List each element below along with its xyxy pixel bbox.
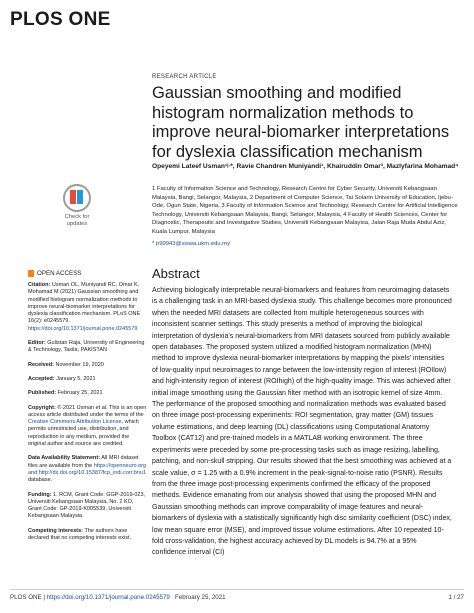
abstract-text: Achieving biologically interpretable neural-biomarkers and features from neuroimaging datasets is a challenging task in an MRI-based dyslexia study. This challenge becomes more pronounced when the needed MRI datasets are collected from multiple heterogeneous sources with inconsistent scanner settings. This study presents a method of improving the biological interpretation of dyslexia's neural-biomarkers from MRI datasets sourced from publicly available open databases. The proposed system utilized a modified histogram normalization (MHN) method to improve dyslexia neural-biomarker interpretations by mapping the pixels' intensities of low-quality input neuroimages to range between the low-intensity region of interest (ROIlow) and high-intensity region of interest (ROIhigh) of the high-quality image. This was achieved after initial image smoothing using the Gaussian filter method with an isotropic kernel of size 4mm. The performance of the proposed smoothing and normalization methods was evaluated based on three image post-processing experiments: ROI segmentation, gray matter (GM) tissues volume estimations, and deep learning (DL) classifications using Computational Anatomy Toolbox (CAT12) and pre-trained models in a MATLAB working environment. The three experiments were preceded by some pre-processing tasks such as image resizing, labelling, patching, and non-skull stripping. Our results showed that the best smoothing was achieved at a scale value, σ = 1.25 with a 0.9% increment in the peak-signal-to-noise ratio (PSNR). Results from the three image post-processing experiments confirmed the efficacy of the proposed methods. Evidence emanating from our analysis showed that using the proposed MHN and Gaussian smoothing methods can improve comparability of image features and neural-biomarkers of dyslexia with a statistically significantly high disc similarity coefficient (DSC) index, low mean square error (MSE), and improved tissue volume estimations. After 10 repeated 10-fold cross-validation, the highest accuracy achieved by DL models is 94.7% at a 95% confidence interval (CI) — [152, 287, 452, 557]
affiliation-text: 1 Faculty of Information Science and Technology, Research Centre for Cyber Security, Universiti Kebangsaan Malaysia, Bangi, Selangor, Malaysia, 2 Department of Computer Science, Tai Solarin University of Education, Ijebu-Ode, Ogun State, Nigeria, 3 Faculty of Information Science and Technology, Research Centre for Artificial Intelligence Technology, Universiti Kebangsaan Malaysia, Bangi, Selangor, Malaysia, 4 Faculty of Health Sciences, Center for Diagnostic, Therapeutic and Investigative Studies, Universiti Kebangsaan Malaysia, Jalan Raja Muda Abdul Aziz, Kuala Lumpur, Malaysia — [152, 186, 458, 235]
copyright-block: Copyright: © 2021 Usman et al. This is an open access article distributed under the terms of the Creative Commons Attribution License, which permits unrestricted use, distribution, and reproduction in any medium, provided the original author and source are credited. — [28, 404, 147, 448]
competing-interests-block: Competing interests: The authors have declared that no competing interests exist. — [28, 527, 132, 542]
author-list[interactable]: Opeyemi Lateef Usman¹ʲ∙*, Ravie Chandren Muniyandi¹, Khairuddin Omar³, Mazlyfarina Mohamad⁴ — [152, 163, 459, 170]
editor-block: Editor: Gulistan Raja, University of Engineering & Technology, Taxila, PAKISTAN — [28, 340, 145, 354]
citation-link[interactable]: https://doi.org/10.1371/journal.pone.0245579 — [28, 325, 138, 332]
license-link[interactable]: Creative Commons Attribution License — [28, 419, 122, 426]
published-date: Published: February 25, 2021 — [28, 390, 103, 397]
corresponding-email[interactable]: * p99943@siswa.ukm.edu.my — [152, 241, 231, 247]
footer-citation: PLOS ONE | https://doi.org/10.1371/journal.pone.0245579 February 25, 2021 — [10, 594, 226, 601]
abstract-heading: Abstract — [152, 266, 200, 281]
check-updates-label: Check for updates — [64, 214, 90, 227]
check-for-updates-badge[interactable] — [58, 184, 96, 228]
page-number: 1 / 27 — [448, 594, 464, 601]
affiliations — [152, 185, 462, 237]
article-type: RESEARCH ARTICLE — [152, 74, 217, 80]
citation-block: Citation: Usman OL, Muniyandi RC, Omar K, Mohamad M (2021) Gaussian smoothing and modified histogram normalization methods to improve neural-biomarker interpretations for dyslexia classification mechanism. PLoS ONE 16(2): e0245579. https://doi.org/10.1371/journal.pone.0245579 — [28, 282, 141, 332]
data-availability-block: Data Availability Statement: All MRI dataset files are available from the https://openneuro.org and http://dx.doi.org/10.15387/fcp_indi.corr.bnu1 database. — [28, 455, 147, 484]
article-title: Gaussian smoothing and modified histogram normalization methods to improve neural-biomarker interpretations for dyslexia classification mechanism — [152, 84, 450, 161]
footer-divider — [10, 589, 464, 590]
footer-doi-link[interactable]: https://doi.org/10.1371/journal.pone.0245579 — [46, 594, 170, 601]
data-link[interactable]: https://openneuro.org and http://dx.doi.org/10.15387/fcp_indi.corr.bnu1 — [28, 462, 147, 476]
open-access-label: OPEN ACCESS — [28, 270, 81, 277]
accepted-date: Accepted: January 5, 2021 — [28, 375, 96, 382]
funding-block: Funding: 1. RCM, Grant Code: GGP-2019-023, Universiti Kebangsaan Malaysia, No. 2 KO, Grant Code: GP-2019-K005539, Universiti Kebangsaan Malaysia. — [28, 491, 146, 520]
page-footer — [10, 594, 464, 601]
open-lock-icon — [28, 270, 34, 277]
journal-logo[interactable]: PLOS ONE — [10, 9, 111, 30]
article-sidebar — [28, 282, 148, 549]
crossmark-icon — [63, 184, 91, 212]
received-date: Received: November 19, 2020 — [28, 361, 104, 368]
